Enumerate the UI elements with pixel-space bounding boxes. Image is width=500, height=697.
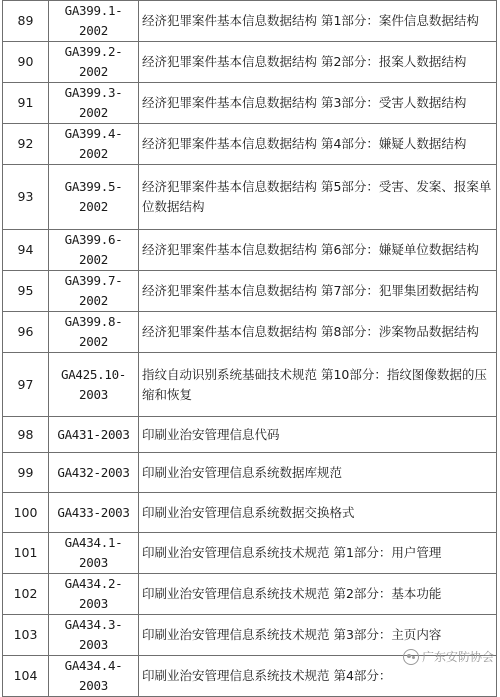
table-row <box>3 656 497 697</box>
standard-name: 经济犯罪案件基本信息数据结构 第3部分：受害人数据结构 <box>139 83 497 124</box>
standard-code: GA433-2003 <box>49 493 139 533</box>
standard-name: 经济犯罪案件基本信息数据结构 第4部分：嫌疑人数据结构 <box>139 124 497 165</box>
standard-code: GA434.3-2003 <box>49 615 139 656</box>
standard-code: GA399.3-2002 <box>49 83 139 124</box>
standard-code: GA434.4-2003 <box>49 656 139 697</box>
row-number: 98 <box>3 417 49 453</box>
standard-code: GA399.2-2002 <box>49 42 139 83</box>
standard-name: 指纹自动识别系统基础技术规范 第10部分：指纹图像数据的压缩和恢复 <box>139 353 497 417</box>
table-row <box>3 83 497 124</box>
row-number: 95 <box>3 271 49 312</box>
standard-code: GA399.1-2002 <box>49 1 139 42</box>
table-row <box>3 615 497 656</box>
standard-code: GA399.7-2002 <box>49 271 139 312</box>
standard-code: GA434.2-2003 <box>49 574 139 615</box>
standard-name: 印刷业治安管理信息系统数据库规范 <box>139 453 497 493</box>
row-number: 99 <box>3 453 49 493</box>
table-row <box>3 42 497 83</box>
table-row <box>3 453 497 493</box>
standard-name: 经济犯罪案件基本信息数据结构 第8部分：涉案物品数据结构 <box>139 312 497 353</box>
table-row <box>3 230 497 271</box>
row-number: 90 <box>3 42 49 83</box>
standard-name: 印刷业治安管理信息代码 <box>139 417 497 453</box>
standard-name: 经济犯罪案件基本信息数据结构 第2部分：报案人数据结构 <box>139 42 497 83</box>
row-number: 93 <box>3 165 49 230</box>
standard-code: GA432-2003 <box>49 453 139 493</box>
table-row <box>3 493 497 533</box>
row-number: 100 <box>3 493 49 533</box>
standard-name: 印刷业治安管理信息系统技术规范 第3部分：主页内容 <box>139 615 497 656</box>
row-number: 92 <box>3 124 49 165</box>
table-row <box>3 533 497 574</box>
standard-code: GA399.6-2002 <box>49 230 139 271</box>
table-row <box>3 124 497 165</box>
row-number: 97 <box>3 353 49 417</box>
standard-code: GA434.1-2003 <box>49 533 139 574</box>
table-row <box>3 271 497 312</box>
row-number: 104 <box>3 656 49 697</box>
table-row <box>3 1 497 42</box>
standard-code: GA425.10-2003 <box>49 353 139 417</box>
table-row <box>3 353 497 417</box>
standard-code: GA399.4-2002 <box>49 124 139 165</box>
row-number: 91 <box>3 83 49 124</box>
row-number: 89 <box>3 1 49 42</box>
standard-name: 经济犯罪案件基本信息数据结构 第1部分：案件信息数据结构 <box>139 1 497 42</box>
watermark-text: 广东安防协会 <box>421 650 494 664</box>
row-number: 102 <box>3 574 49 615</box>
standard-name: 经济犯罪案件基本信息数据结构 第7部分：犯罪集团数据结构 <box>139 271 497 312</box>
table-row <box>3 574 497 615</box>
standard-name: 经济犯罪案件基本信息数据结构 第5部分：受害、发案、报案单位数据结构 <box>139 165 497 230</box>
row-number: 96 <box>3 312 49 353</box>
row-number: 101 <box>3 533 49 574</box>
row-number: 103 <box>3 615 49 656</box>
standard-name: 印刷业治安管理信息系统技术规范 第4部分： <box>139 656 497 697</box>
standard-name: 印刷业治安管理信息系统技术规范 第2部分：基本功能 <box>139 574 497 615</box>
standard-code: GA431-2003 <box>49 417 139 453</box>
standard-name: 印刷业治安管理信息系统技术规范 第1部分：用户管理 <box>139 533 497 574</box>
table-row <box>3 312 497 353</box>
standard-name: 印刷业治安管理信息系统数据交换格式 <box>139 493 497 533</box>
table-row <box>3 417 497 453</box>
standard-code: GA399.5-2002 <box>49 165 139 230</box>
standard-code: GA399.8-2002 <box>49 312 139 353</box>
standards-table <box>2 0 497 697</box>
row-number: 94 <box>3 230 49 271</box>
standard-name: 经济犯罪案件基本信息数据结构 第6部分：嫌疑单位数据结构 <box>139 230 497 271</box>
table-row <box>3 165 497 230</box>
